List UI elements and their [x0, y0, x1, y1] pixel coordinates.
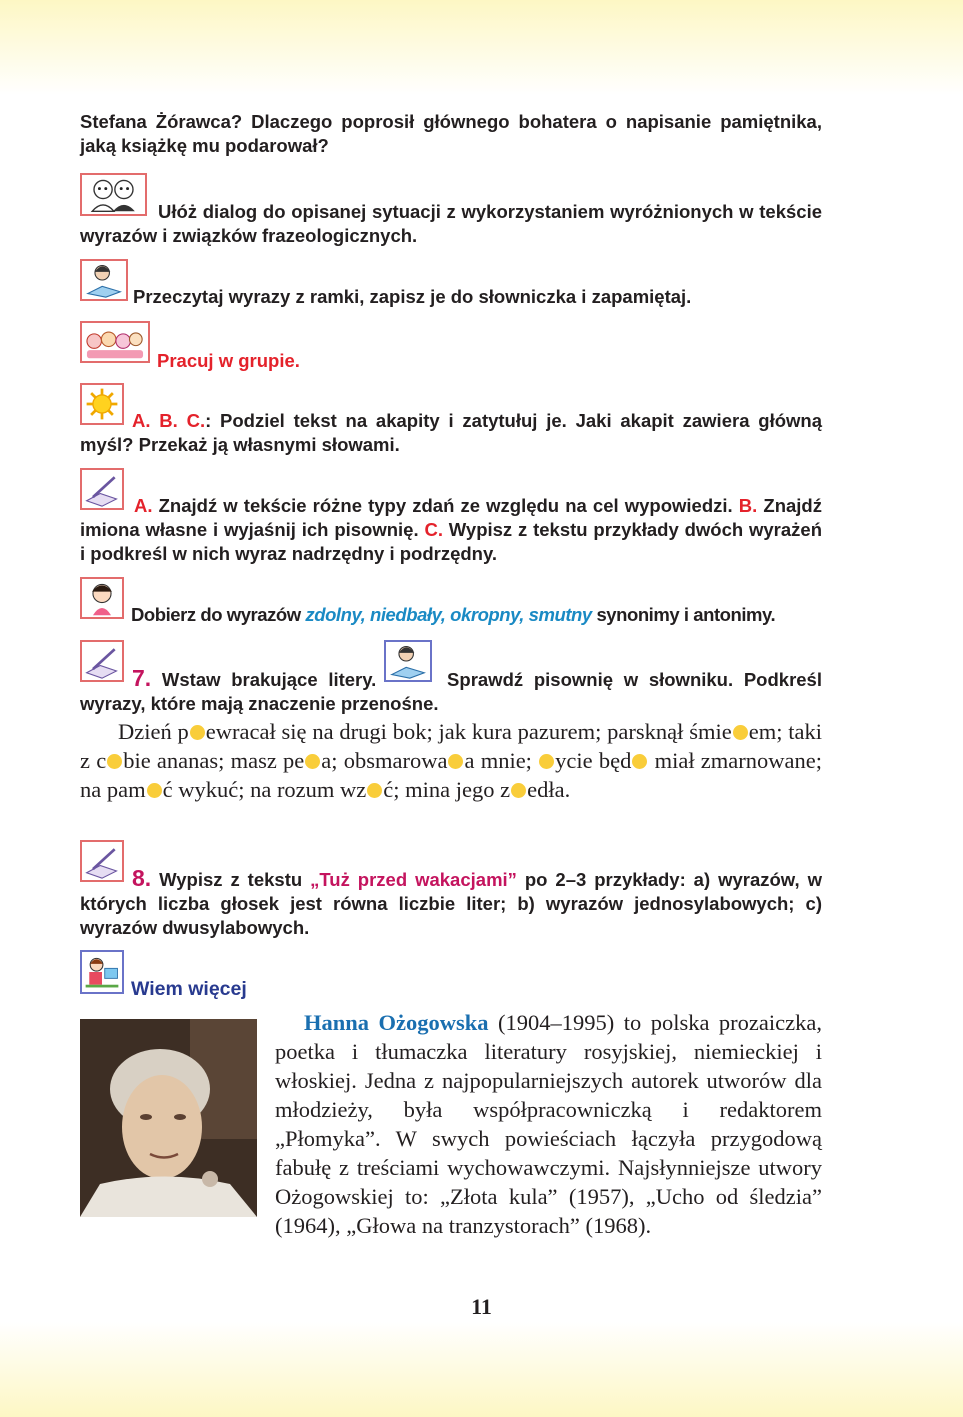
- girl-icon: [80, 577, 124, 619]
- task-synonyms-before: Dobierz do wyrazów: [131, 604, 306, 625]
- blank-dot: [147, 783, 162, 798]
- task-8-title: „Tuż przed wakacjami”: [310, 869, 517, 890]
- task-8-number: 8.: [132, 865, 152, 891]
- exercise-fragment: bie ananas; masz pe: [123, 748, 305, 773]
- author-portrait: [80, 1019, 257, 1217]
- task-synonyms-words: zdolny, niedbały, okropny, smutny: [305, 604, 592, 625]
- exercise-fragment: a; obsmarowa: [321, 748, 448, 773]
- exercise-fragment: em; taki z c: [80, 719, 822, 773]
- task-synonyms: [131, 603, 823, 627]
- student-at-computer-icon: [80, 950, 124, 994]
- blank-dot: [190, 725, 205, 740]
- blank-dot: [448, 754, 463, 769]
- exercise-text: [80, 717, 822, 804]
- task-synonyms-after: synonimy i antonimy.: [591, 604, 776, 625]
- author-bio-text: (1904–1995) to polska prozaiczka, poetka i tłumaczka literatury rosyjskiej, niemieckiej i włoskiej. Jedna z najpopularniejszych autorek utworów dla młodzieży, była współpracowniczką i redaktorem „Płomyka”. W swych powieściach łączyła przygodową fabułę z treściami wychowawczymi. Najsłynniejsze utwory Ożogowskiej to: „Złota kula” (1957), „Ucho od śledzia” (1964), „Głowa na tranzystorach” (1968).: [275, 1010, 822, 1238]
- task-7-number: 7.: [132, 665, 152, 691]
- task-dialog: Ułóż dialog do opisanej sytuacji z wykorzystaniem wyróżnionych w tekście wyrazów i związków frazeologicznych.: [80, 201, 822, 246]
- reading-icon: [80, 259, 128, 301]
- exercise-fragment: a mnie;: [464, 748, 539, 773]
- page-number: 11: [471, 1294, 492, 1319]
- blank-dot: [733, 725, 748, 740]
- exercise-fragment: miał zmarnowane; na pam: [80, 748, 822, 802]
- task-7: [80, 666, 822, 716]
- task-7-part1: Wstaw brakujące litery.: [151, 669, 377, 690]
- task-find-c-label: C.: [424, 519, 443, 540]
- task-8: [80, 866, 822, 940]
- wiem-wiecej-heading: Wiem więcej: [131, 978, 247, 1000]
- author-name: Hanna Ożogowska: [304, 1010, 489, 1035]
- exercise-fragment: edła.: [527, 777, 571, 802]
- task-abc-text: : Podziel tekst na akapity i zatytułuj je. Jaki akapit zawiera główną myśl? Przekaż ją własnymi słowami.: [80, 410, 822, 455]
- blank-dot: [107, 754, 122, 769]
- task-find: [80, 494, 822, 566]
- exercise-fragment: ć wykuć; na rozum wz: [162, 777, 367, 802]
- exercise-fragment: Dzień p: [118, 719, 189, 744]
- task-find-b-text: Znajdź imiona własne i wyjaśnij ich pisownię.: [80, 495, 822, 540]
- task-find-a-label: A.: [134, 495, 153, 516]
- task-find-a-text: Znajdź w tekście różne typy zdań ze względu na cel wypowiedzi.: [152, 495, 733, 516]
- task-group: Pracuj w grupie.: [157, 350, 300, 371]
- exercise-fragment: ycie będ: [555, 748, 632, 773]
- task-abc: [80, 409, 822, 457]
- task-find-c-text: Wypisz z tekstu przykłady dwóch wyrażeń i podkreśl w nich wyraz nadrzędny i podrzędny.: [80, 519, 823, 564]
- author-biography: [275, 1008, 822, 1240]
- blank-dot: [539, 754, 554, 769]
- task-8-part1: Wypisz z tekstu: [151, 869, 311, 890]
- task-8-part2: po 2–3 przykłady: a) wyrazów, w których liczba głosek jest równa liczbie liter; b) wyrazów jednosylabowych; c) wyrazów dwusylabowych.: [80, 869, 822, 938]
- task-read: Przeczytaj wyrazy z ramki, zapisz je do słowniczka i zapamiętaj.: [133, 286, 692, 307]
- task-abc-label: A. B. C.: [132, 410, 206, 431]
- task-7-part2: Sprawdź pisownię w słowniku. Podkreśl wyrazy, które mają znaczenie przenośne.: [80, 669, 822, 714]
- blank-dot: [511, 783, 526, 798]
- blank-dot: [367, 783, 382, 798]
- blank-dot: [632, 754, 647, 769]
- task-find-b-label: B.: [738, 495, 758, 516]
- blank-dot: [305, 754, 320, 769]
- exercise-fragment: ć; mina jego z: [383, 777, 511, 802]
- intro-question: Stefana Żórawca? Dlaczego poprosił głównego bohatera o napisanie pamiętnika, jaką książkę mu podarował?: [80, 111, 822, 156]
- exercise-fragment: ewracał się na drugi bok; jak kura pazurem; parsknął śmie: [205, 719, 732, 744]
- group-work-icon: [80, 321, 150, 363]
